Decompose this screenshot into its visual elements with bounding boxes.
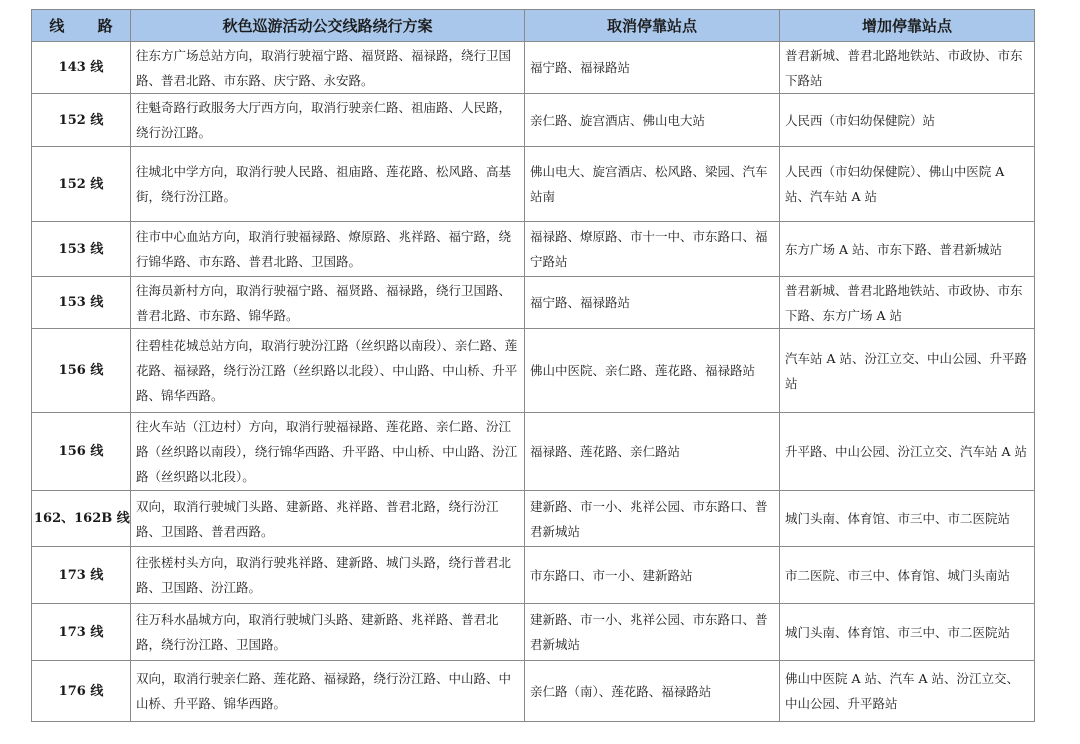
route-plan-cell: 往碧桂花城总站方向，取消行驶汾江路（丝织路以南段）、亲仁路、莲花路、福禄路，绕行汾江路（丝织路以北段）、中山路、中山桥、升平路、锦华西路。 bbox=[131, 329, 525, 413]
route-line-cell: 153 线 bbox=[32, 277, 131, 329]
cancelled-stops-cell: 建新路、市一小、兆祥公园、市东路口、普君新城站 bbox=[525, 491, 780, 547]
bus-reroute-table bbox=[31, 9, 1035, 722]
added-stops-cell: 人民西（市妇幼保健院）、佛山中医院 A 站、汽车站 A 站 bbox=[780, 147, 1035, 222]
route-plan-cell: 往魁奇路行政服务大厅西方向，取消行驶亲仁路、祖庙路、人民路，绕行汾江路。 bbox=[131, 94, 525, 147]
route-plan-cell: 往东方广场总站方向，取消行驶福宁路、福贤路、福禄路，绕行卫国路、普君北路、市东路、庆宁路、永安路。 bbox=[131, 42, 525, 94]
table-row bbox=[32, 491, 1035, 547]
table-row bbox=[32, 42, 1035, 94]
cancelled-stops-cell: 市东路口、市一小、建新路站 bbox=[525, 547, 780, 604]
route-line-cell: 156 线 bbox=[32, 329, 131, 413]
header-plan: 秋色巡游活动公交线路绕行方案 bbox=[131, 10, 525, 42]
added-stops-cell: 升平路、中山公园、汾江立交、汽车站 A 站 bbox=[780, 413, 1035, 491]
table-row bbox=[32, 222, 1035, 277]
route-line-cell: 152 线 bbox=[32, 147, 131, 222]
header-line: 线 路 bbox=[32, 10, 131, 42]
added-stops-cell: 人民西（市妇幼保健院）站 bbox=[780, 94, 1035, 147]
added-stops-cell: 城门头南、体育馆、市三中、市二医院站 bbox=[780, 604, 1035, 661]
added-stops-cell: 普君新城、普君北路地铁站、市政协、市东下路、东方广场 A 站 bbox=[780, 277, 1035, 329]
table-header-row bbox=[32, 10, 1035, 42]
route-line-cell: 153 线 bbox=[32, 222, 131, 277]
route-plan-cell: 往万科水晶城方向，取消行驶城门头路、建新路、兆祥路、普君北路，绕行汾江路、卫国路。 bbox=[131, 604, 525, 661]
cancelled-stops-cell: 佛山中医院、亲仁路、莲花路、福禄路站 bbox=[525, 329, 780, 413]
route-plan-cell: 双向，取消行驶亲仁路、莲花路、福禄路，绕行汾江路、中山路、中山桥、升平路、锦华西路。 bbox=[131, 661, 525, 722]
table-row bbox=[32, 147, 1035, 222]
cancelled-stops-cell: 福宁路、福禄路站 bbox=[525, 42, 780, 94]
added-stops-cell: 东方广场 A 站、市东下路、普君新城站 bbox=[780, 222, 1035, 277]
route-line-cell: 156 线 bbox=[32, 413, 131, 491]
cancelled-stops-cell: 福禄路、燎原路、市十一中、市东路口、福宁路站 bbox=[525, 222, 780, 277]
route-line-cell: 143 线 bbox=[32, 42, 131, 94]
header-cancel-stops: 取消停靠站点 bbox=[525, 10, 780, 42]
route-line-cell: 173 线 bbox=[32, 547, 131, 604]
added-stops-cell: 普君新城、普君北路地铁站、市政协、市东下路站 bbox=[780, 42, 1035, 94]
table-row bbox=[32, 277, 1035, 329]
reroute-table-container bbox=[31, 9, 1034, 722]
table-row bbox=[32, 413, 1035, 491]
header-add-stops: 增加停靠站点 bbox=[780, 10, 1035, 42]
cancelled-stops-cell: 佛山电大、旋宫酒店、松风路、梁园、汽车站南 bbox=[525, 147, 780, 222]
route-line-cell: 176 线 bbox=[32, 661, 131, 722]
route-plan-cell: 往张槎村头方向，取消行驶兆祥路、建新路、城门头路，绕行普君北路、卫国路、汾江路。 bbox=[131, 547, 525, 604]
route-plan-cell: 往火车站（江边村）方向，取消行驶福禄路、莲花路、亲仁路、汾江路（丝织路以南段），绕行锦华西路、升平路、中山桥、中山路、汾江路（丝织路以北段）。 bbox=[131, 413, 525, 491]
added-stops-cell: 汽车站 A 站、汾江立交、中山公园、升平路站 bbox=[780, 329, 1035, 413]
route-plan-cell: 双向，取消行驶城门头路、建新路、兆祥路、普君北路，绕行汾江路、卫国路、普君西路。 bbox=[131, 491, 525, 547]
table-row bbox=[32, 94, 1035, 147]
cancelled-stops-cell: 福宁路、福禄路站 bbox=[525, 277, 780, 329]
table-row bbox=[32, 547, 1035, 604]
route-plan-cell: 往市中心血站方向，取消行驶福禄路、燎原路、兆祥路、福宁路，绕行锦华路、市东路、普君北路、卫国路。 bbox=[131, 222, 525, 277]
route-line-cell: 173 线 bbox=[32, 604, 131, 661]
route-line-cell: 152 线 bbox=[32, 94, 131, 147]
cancelled-stops-cell: 建新路、市一小、兆祥公园、市东路口、普君新城站 bbox=[525, 604, 780, 661]
table-row bbox=[32, 604, 1035, 661]
route-plan-cell: 往海员新村方向，取消行驶福宁路、福贤路、福禄路，绕行卫国路、普君北路、市东路、锦华路。 bbox=[131, 277, 525, 329]
cancelled-stops-cell: 福禄路、莲花路、亲仁路站 bbox=[525, 413, 780, 491]
table-row bbox=[32, 329, 1035, 413]
route-plan-cell: 往城北中学方向，取消行驶人民路、祖庙路、莲花路、松风路、高基街，绕行汾江路。 bbox=[131, 147, 525, 222]
cancelled-stops-cell: 亲仁路（南）、莲花路、福禄路站 bbox=[525, 661, 780, 722]
cancelled-stops-cell: 亲仁路、旋宫酒店、佛山电大站 bbox=[525, 94, 780, 147]
table-row bbox=[32, 661, 1035, 722]
added-stops-cell: 市二医院、市三中、体育馆、城门头南站 bbox=[780, 547, 1035, 604]
route-line-cell: 162、162B 线 bbox=[32, 491, 131, 547]
added-stops-cell: 佛山中医院 A 站、汽车 A 站、汾江立交、中山公园、升平路站 bbox=[780, 661, 1035, 722]
added-stops-cell: 城门头南、体育馆、市三中、市二医院站 bbox=[780, 491, 1035, 547]
